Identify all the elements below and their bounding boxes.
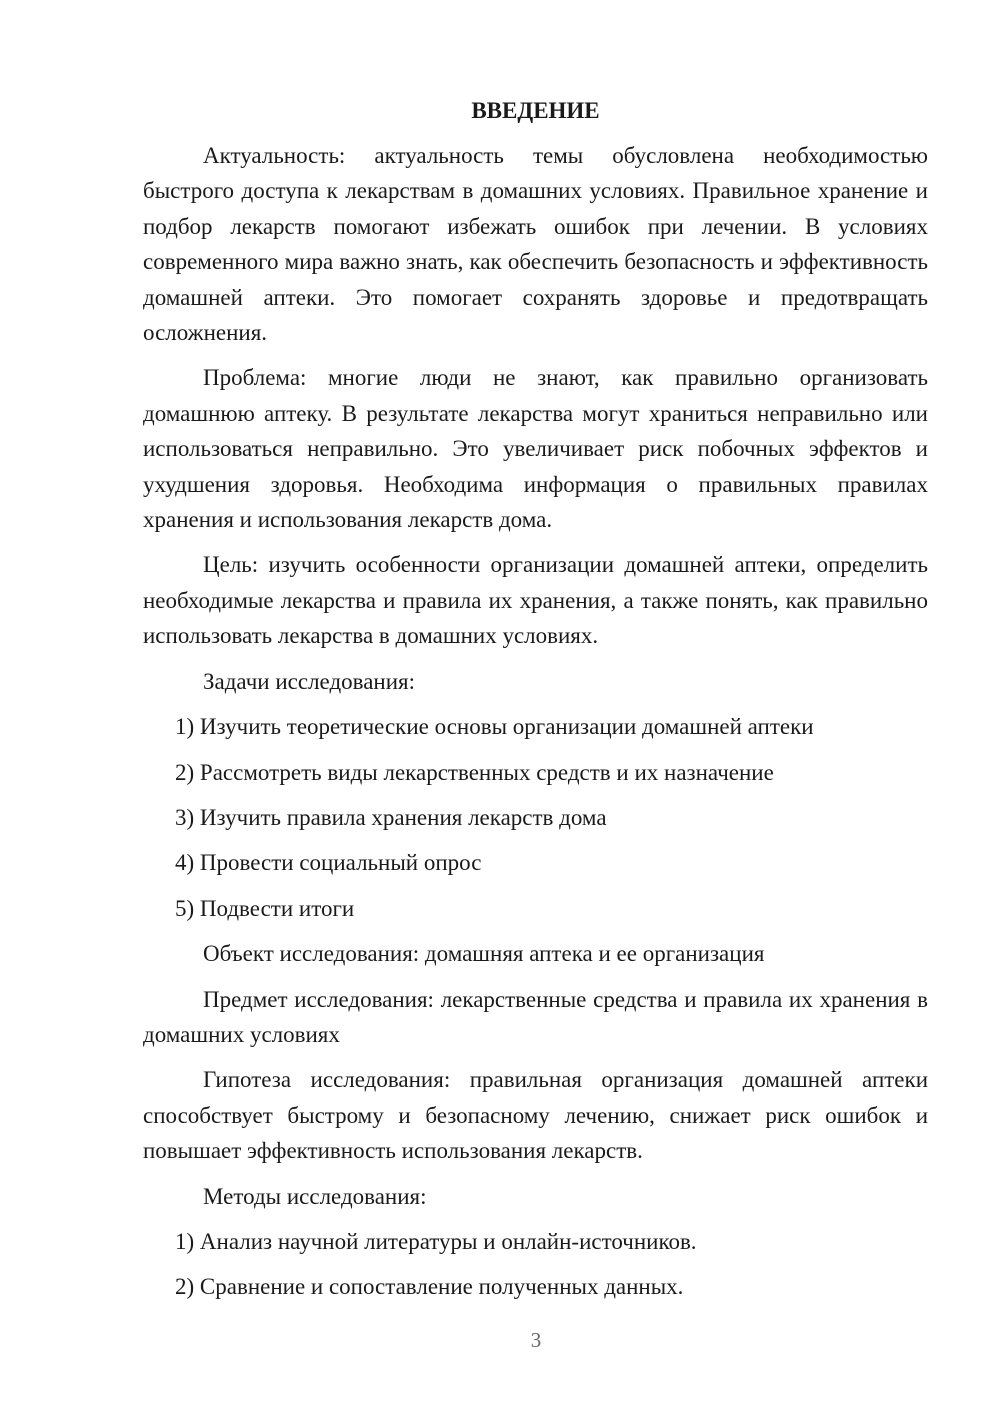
problem-paragraph: Проблема: многие люди не знают, как правильно организовать домашнюю аптеку. В результате лекарства могут храниться неправильно или использоваться неправильно. Это увеличивает риск побочных эффектов и ухудшения здоровья. Необходима информация о правильных правилах хранения и использования лекарств дома. [143,365,928,533]
goal-paragraph: Цель: изучить особенности организации домашней аптеки, определить необходимые лекарства и правила их хранения, а также понять, как правильно использовать лекарства в домашних условиях. [143,552,928,649]
list-item: 1) Изучить теоретические основы организации домашней аптеки [175,714,814,740]
relevance-paragraph: Актуальность: актуальность темы обусловлена необходимостью быстрого доступа к лекарствам в домашних условиях. Правильное хранение и подбор лекарств помогают избежать ошибок при лечении. В условиях современного мира важно знать, как обеспечить безопасность и эффективность домашней аптеки. Это помогает сохранять здоровье и предотвращать осложнения. [143,143,928,346]
page-content [143,93,928,1305]
tasks-list [143,709,928,926]
list-item: 2) Рассмотреть виды лекарственных средств и их назначение [175,759,774,785]
page-number: 3 [530,1328,542,1352]
object-paragraph: Объект исследования: домашняя аптека и ее организация [203,941,765,967]
list-item: 5) Подвести итоги [175,895,355,921]
methods-list [143,1224,928,1305]
list-item: 1) Анализ научной литературы и онлайн-источников. [175,1228,697,1254]
hypothesis-paragraph: Гипотеза исследования: правильная организация домашней аптеки способствует быстрому и безопасному лечению, снижает риск ошибок и повышает эффективность использования лекарств. [143,1067,928,1164]
list-item: 4) Провести социальный опрос [175,850,482,876]
section-title: ВВЕДЕНИЕ [471,98,600,123]
subject-paragraph: Предмет исследования: лекарственные средства и правила их хранения в домашних условиях [143,986,928,1047]
methods-heading: Методы исследования: [203,1183,427,1209]
list-item: 2) Сравнение и сопоставление полученных данных. [175,1274,684,1300]
tasks-heading: Задачи исследования: [203,668,416,694]
list-item: 3) Изучить правила хранения лекарств дома [175,804,607,830]
